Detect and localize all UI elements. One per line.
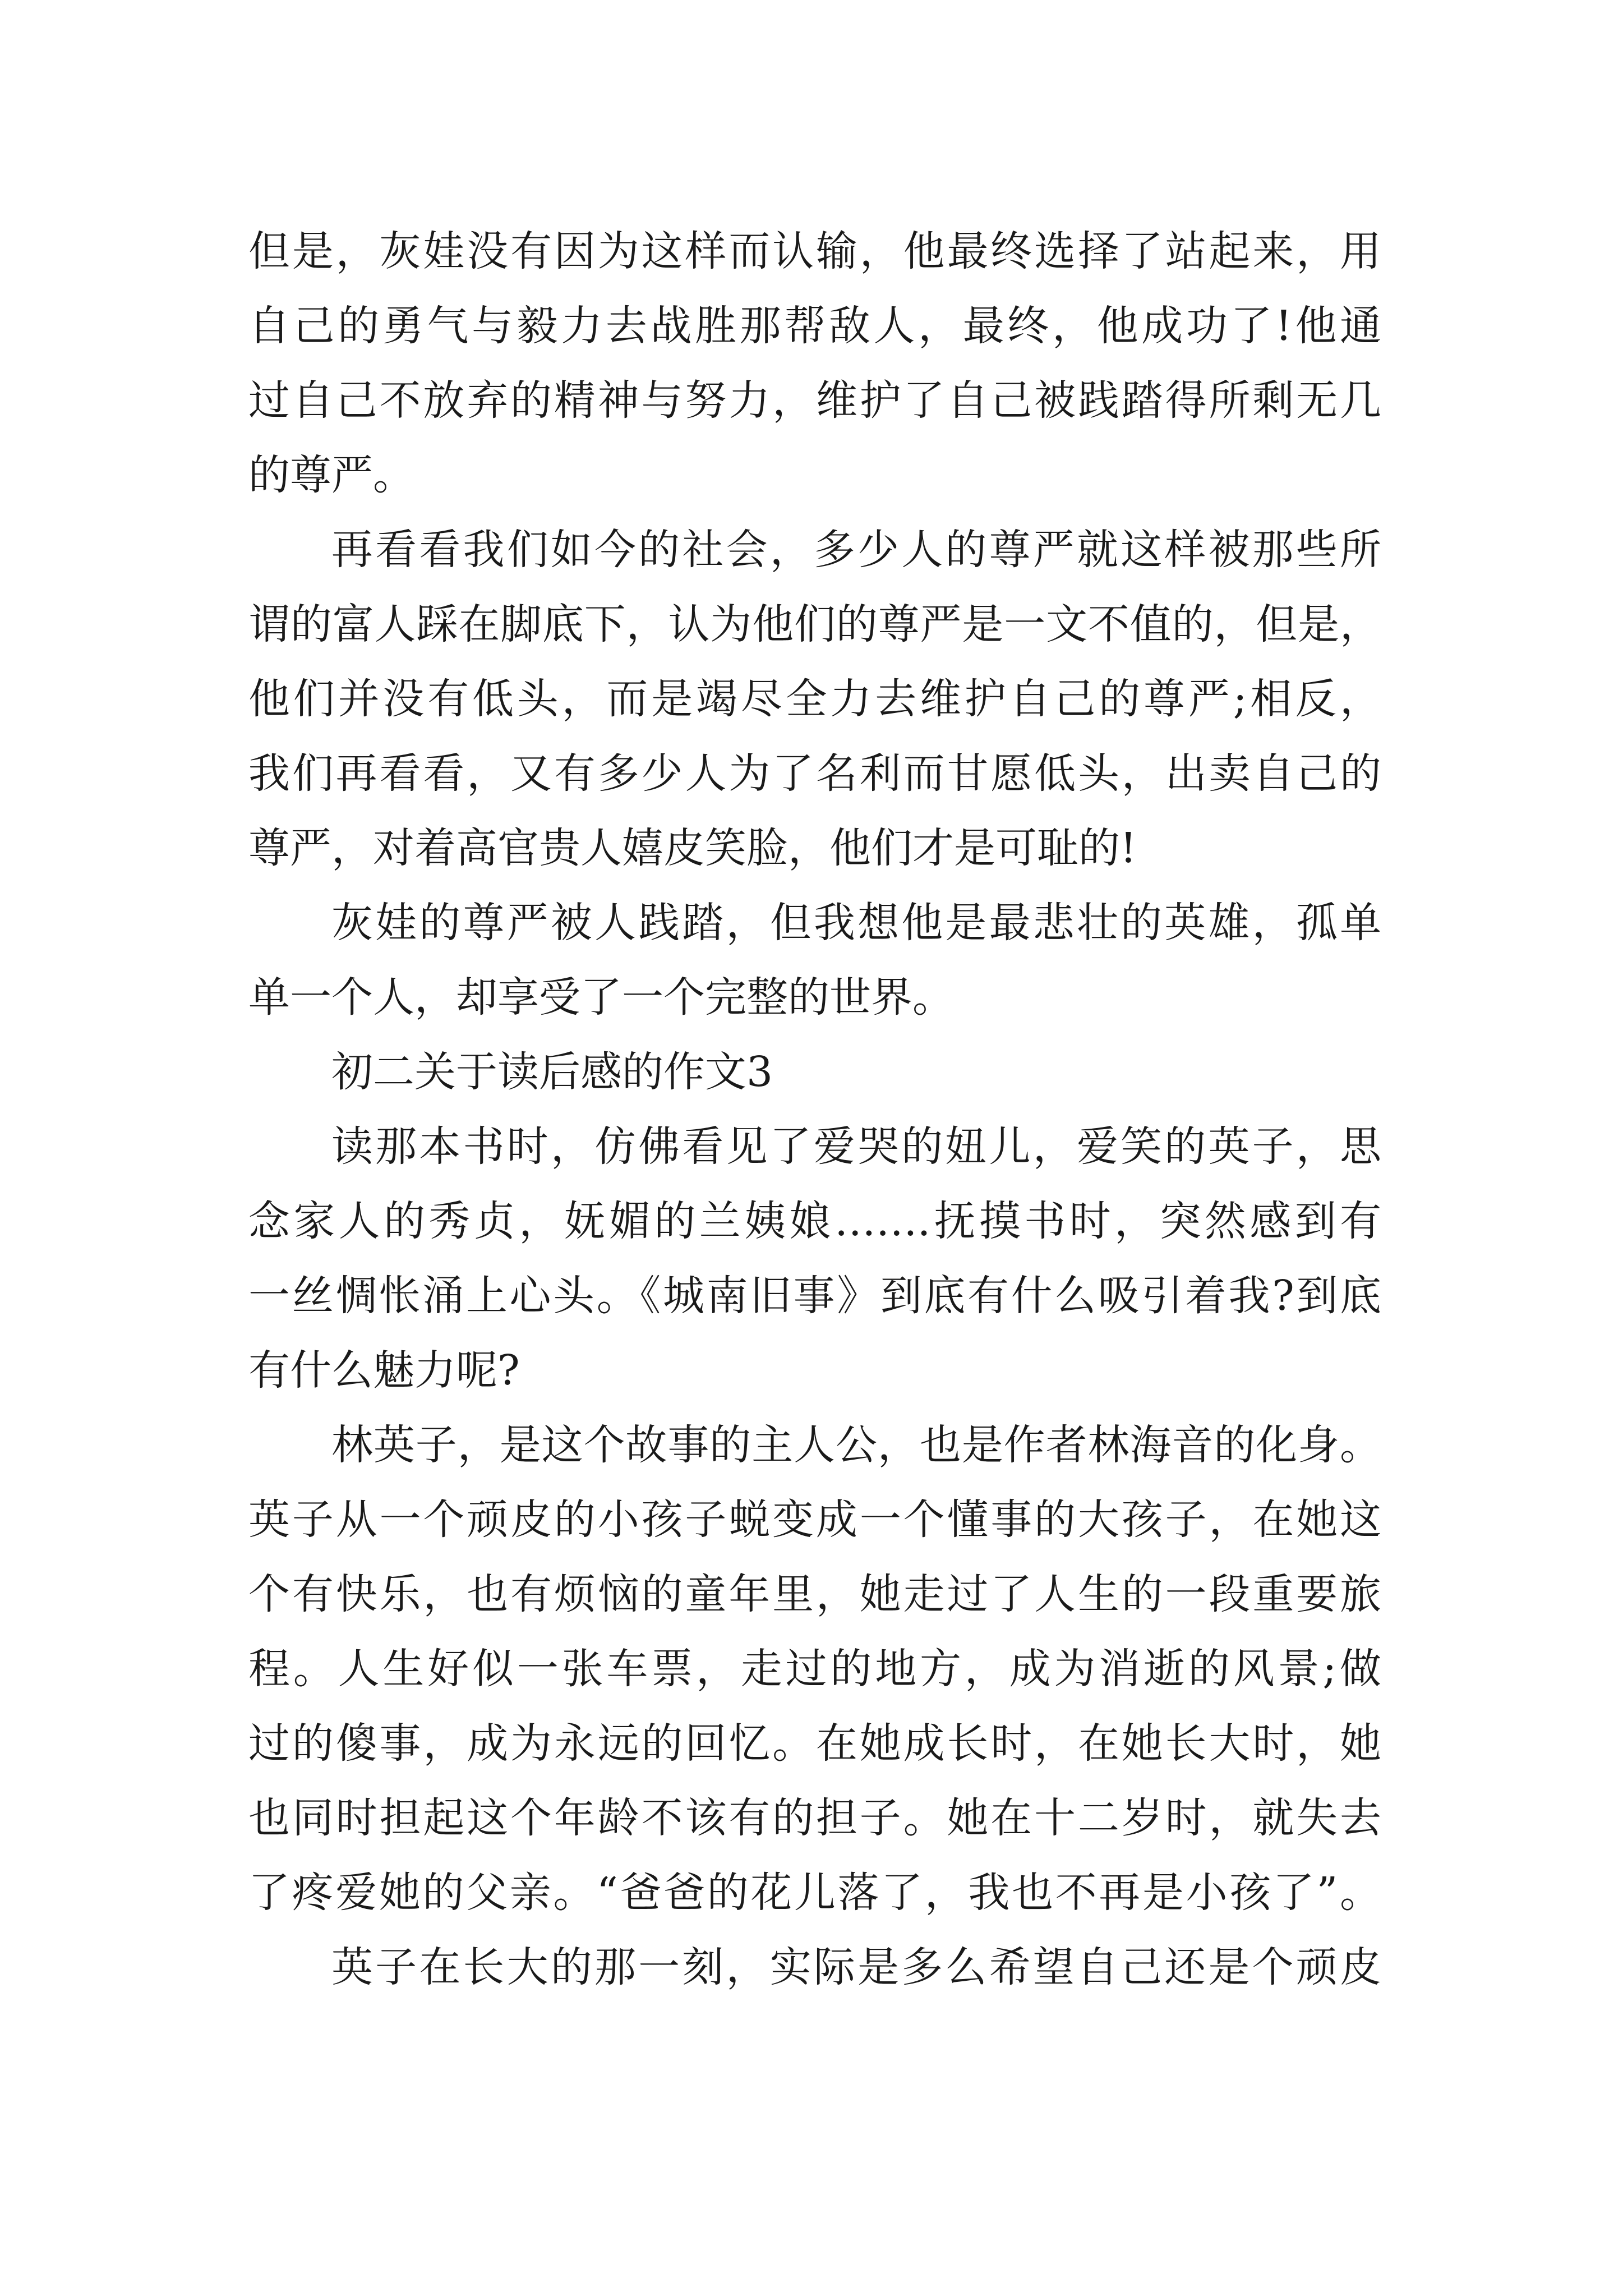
text-line: 他们并没有低头，而是竭尽全力去维护自己的尊严;相反，	[248, 675, 1381, 723]
paragraph	[248, 1930, 1381, 2005]
text-column	[248, 214, 1381, 2005]
paragraph	[248, 1408, 1381, 1930]
text-line: 英子在长大的那一刻，实际是多么希望自己还是个顽皮	[331, 1943, 1381, 1991]
text-line: 程。人生好似一张车票，走过的地方，成为消逝的风景;做	[248, 1645, 1381, 1693]
text-line: 个有快乐，也有烦恼的童年里，她走过了人生的一段重要旅	[248, 1570, 1381, 1618]
text-line: 尊严，对着高官贵人嬉皮笑脸，他们才是可耻的!	[248, 824, 1137, 872]
text-line: 谓的富人踩在脚底下，认为他们的尊严是一文不值的，但是，	[248, 600, 1381, 648]
text-line: 过自己不放弃的精神与努力，维护了自己被践踏得所剩无几	[248, 376, 1381, 425]
text-line: 了疼爱她的父亲。“爸爸的花儿落了，我也不再是小孩了”。	[248, 1869, 1381, 1917]
text-line: 有什么魅力呢?	[248, 1346, 520, 1395]
text-line: 念家人的秀贞，妩媚的兰姨娘…….抚摸书时，突然感到有	[248, 1197, 1381, 1245]
text-line: 过的傻事，成为永远的回忆。在她成长时，在她长大时，她	[248, 1719, 1381, 1768]
text-line: 读那本书时，仿佛看见了爱哭的妞儿，爱笑的英子，思	[331, 1122, 1381, 1171]
text-line: 一丝惆怅涌上心头。《城南旧事》到底有什么吸引着我?到底	[248, 1272, 1381, 1320]
paragraph	[248, 214, 1381, 513]
text-line: 再看看我们如今的社会，多少人的尊严就这样被那些所	[331, 526, 1381, 574]
text-line: 灰娃的尊严被人践踏，但我想他是最悲壮的英雄，孤单	[331, 899, 1381, 947]
text-line: 单一个人，却享受了一个完整的世界。	[248, 973, 954, 1022]
text-line: 也同时担起这个年龄不该有的担子。她在十二岁时，就失去	[248, 1794, 1381, 1842]
text-line: 自己的勇气与毅力去战胜那帮敌人，最终，他成功了!他通	[248, 302, 1381, 350]
paragraph	[248, 1110, 1381, 1408]
section-heading	[248, 1035, 1381, 1110]
paragraph	[248, 513, 1381, 886]
text-line: 我们再看看，又有多少人为了名利而甘愿低头，出卖自己的	[248, 749, 1381, 798]
text-line: 英子从一个顽皮的小孩子蜕变成一个懂事的大孩子，在她这	[248, 1496, 1381, 1544]
text-line: 林英子，是这个故事的主人公，也是作者林海音的化身。	[331, 1421, 1381, 1469]
text-line: 初二关于读后感的作文3	[331, 1048, 773, 1096]
text-line: 但是，灰娃没有因为这样而认输，他最终选择了站起来，用	[248, 227, 1381, 275]
text-line: 的尊严。	[248, 451, 414, 499]
paragraph	[248, 886, 1381, 1035]
